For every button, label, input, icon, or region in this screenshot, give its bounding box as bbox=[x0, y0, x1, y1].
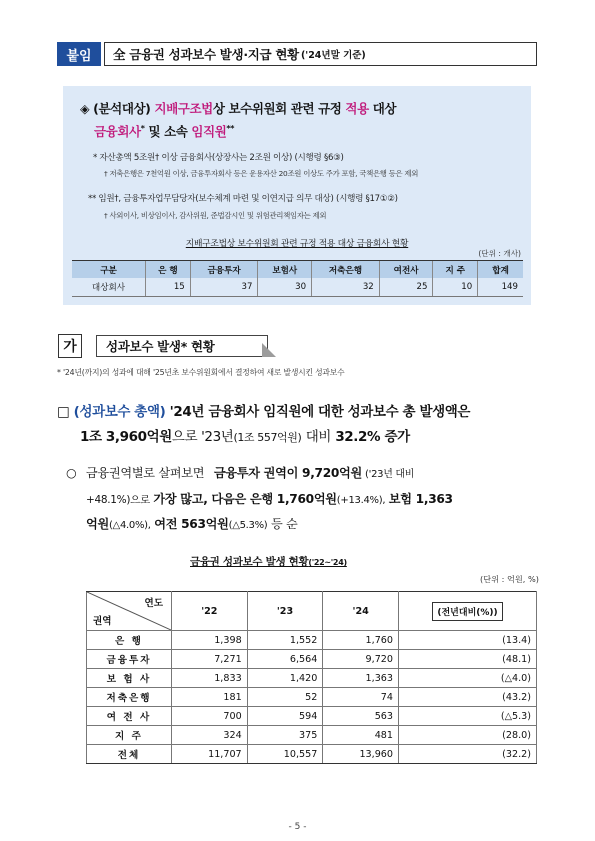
table2-caption-text: 금융권 성과보수 발생 현황 bbox=[190, 556, 309, 568]
table1-cell: 15 bbox=[146, 278, 191, 297]
total-label: 전체 bbox=[87, 745, 172, 764]
table2-cell: 74 bbox=[323, 688, 399, 707]
table2-body bbox=[87, 631, 537, 745]
summary-text-a: '24년 금융회사 임직원에 대한 성과보수 총 발생액은 bbox=[169, 404, 471, 420]
table2-cell: 481 bbox=[323, 726, 399, 745]
scope-and: 및 소속 bbox=[148, 124, 188, 139]
table2-cell: 1,363 bbox=[323, 669, 399, 688]
table1-header: 지 주 bbox=[433, 261, 478, 279]
table1-header: 구분 bbox=[72, 261, 146, 279]
performance-pay-table bbox=[86, 591, 537, 764]
table1-header: 금융투자 bbox=[190, 261, 258, 279]
yoy-header-box: (전년대비(%)) bbox=[432, 602, 502, 621]
summary-line-1 bbox=[57, 400, 470, 420]
table2-cell: 저축은행 bbox=[87, 688, 172, 707]
scope-staff: 임직원 bbox=[191, 124, 227, 139]
appendix-tag: 붙임 bbox=[57, 42, 101, 66]
table2-cell: 1,398 bbox=[172, 631, 248, 650]
table1-cell: 25 bbox=[379, 278, 433, 297]
scope-law: 지배구조법 bbox=[154, 101, 213, 116]
detail-text: 등 순 bbox=[271, 517, 298, 531]
folded-corner-icon bbox=[262, 343, 276, 357]
scope-text: 상 보수위원회 관련 규정 bbox=[212, 101, 342, 116]
table1-cell: 32 bbox=[312, 278, 380, 297]
table2-cell: (28.0) bbox=[399, 726, 537, 745]
table2-corner bbox=[87, 592, 172, 631]
table2-cell: (48.1) bbox=[399, 650, 537, 669]
table2-cell: (43.2) bbox=[399, 688, 537, 707]
table1-caption: 지배구조법상 보수위원회 관련 규정 적용 대상 금융회사 현황 bbox=[185, 239, 409, 249]
section-footnote: * '24년(까지)의 성과에 대해 '25년초 보수위원회에서 결정하여 새로 발생시킨 성과보수 bbox=[57, 368, 345, 377]
table1-cell: 10 bbox=[433, 278, 478, 297]
table2-header-23: '23 bbox=[247, 592, 323, 631]
table2-cell: 181 bbox=[172, 688, 248, 707]
target-company-table bbox=[72, 260, 523, 297]
table2-cell: 9,720 bbox=[323, 650, 399, 669]
note-asset-sub: † 저축은행은 7천억원 이상, 금융투자회사 등은 운용자산 20조원 이상도 주가 포함, 국책은행 등은 제외 bbox=[104, 169, 419, 178]
corner-year: 연도 bbox=[144, 598, 163, 609]
table2-cell: 보 험 사 bbox=[87, 669, 172, 688]
footnote-star: * bbox=[140, 123, 145, 133]
table2-cell: (13.4) bbox=[399, 631, 537, 650]
table2-cell: 52 bbox=[247, 688, 323, 707]
table-row bbox=[87, 726, 537, 745]
summary-line-2 bbox=[80, 425, 410, 445]
table2-cell: 여 전 사 bbox=[87, 707, 172, 726]
table-row bbox=[87, 707, 537, 726]
total-24: 13,960 bbox=[323, 745, 399, 764]
total-22: 11,707 bbox=[172, 745, 248, 764]
scope-companies: 금융회사 bbox=[94, 124, 141, 139]
detail-line-3 bbox=[86, 515, 298, 532]
table2-cell: 지 주 bbox=[87, 726, 172, 745]
note-staff-scope: ** 임원†, 금융투자업무담당자(보수체계 마련 및 이연지급 의무 대상) (시행령 §17①②) bbox=[88, 194, 398, 204]
table1-unit: (단위 : 개사) bbox=[478, 249, 521, 258]
table-row bbox=[87, 650, 537, 669]
table1-header: 저축은행 bbox=[312, 261, 380, 279]
table1-cell: 30 bbox=[258, 278, 312, 297]
table2-cell: (△5.3) bbox=[399, 707, 537, 726]
table2-header-row bbox=[87, 592, 537, 631]
detail-text: 금융권역별로 살펴보면 bbox=[85, 466, 205, 480]
scope-line-2 bbox=[94, 122, 234, 140]
page-title-box bbox=[104, 42, 537, 66]
detail-text: 가장 많고, 다음은 은행 1,760억원 bbox=[153, 492, 337, 506]
detail-text: ('23년 대비 bbox=[365, 469, 415, 480]
table-row bbox=[87, 669, 537, 688]
page-title: 全 금융권 성과보수 발생·지급 현황 bbox=[113, 47, 299, 62]
table2-header-24: '24 bbox=[323, 592, 399, 631]
prev-amount: (1조 557억원) bbox=[233, 431, 302, 444]
table-row bbox=[72, 278, 523, 297]
table2-cell: 375 bbox=[247, 726, 323, 745]
table2-cell: 700 bbox=[172, 707, 248, 726]
detail-text: (△4.0%), bbox=[108, 520, 151, 531]
table2-total-row bbox=[87, 745, 537, 764]
table2-cell: 7,271 bbox=[172, 650, 248, 669]
scope-label: (분석대상) bbox=[93, 101, 151, 116]
footnote-star2: ** bbox=[226, 123, 234, 133]
table1-header-row bbox=[72, 261, 523, 279]
table-row bbox=[87, 631, 537, 650]
table1-header: 은 행 bbox=[146, 261, 191, 279]
summary-text-d: 증가 bbox=[384, 429, 410, 445]
table2-header-yoy bbox=[399, 592, 537, 631]
table2-cell: 1,833 bbox=[172, 669, 248, 688]
table2-cell: 324 bbox=[172, 726, 248, 745]
table1-header: 보험사 bbox=[258, 261, 312, 279]
table1-header: 여전사 bbox=[379, 261, 433, 279]
growth-rate: 32.2% bbox=[335, 429, 381, 445]
table2-cell: 금융투자 bbox=[87, 650, 172, 669]
section-letter: 가 bbox=[58, 334, 82, 358]
corner-region: 권역 bbox=[93, 616, 112, 627]
section-title: 성과보수 발생* 현황 bbox=[96, 335, 268, 357]
detail-text: 보험 1,363 bbox=[388, 492, 453, 506]
table2-caption-period: ('22~'24) bbox=[308, 558, 347, 567]
detail-line-2 bbox=[86, 490, 453, 507]
scope-apply: 적용 bbox=[345, 101, 369, 116]
table2-cell: (△4.0) bbox=[399, 669, 537, 688]
note-asset-threshold: * 자산총액 5조원† 이상 금융회사(상장사는 2조원 이상) (시행령 §6③) bbox=[93, 153, 344, 163]
scope-line-1 bbox=[80, 99, 396, 117]
total-amount: 1조 3,960억원 bbox=[80, 429, 172, 445]
table1-cell: 149 bbox=[478, 278, 523, 297]
table2-cell: 1,760 bbox=[323, 631, 399, 650]
scope-target: 대상 bbox=[372, 101, 397, 116]
table2-header-22: '22 bbox=[172, 592, 248, 631]
table-row bbox=[87, 688, 537, 707]
table1-cell: 37 bbox=[190, 278, 258, 297]
circle-bullet-icon: ○ bbox=[66, 466, 77, 480]
table2-cell: 563 bbox=[323, 707, 399, 726]
table2-cell: 은 행 bbox=[87, 631, 172, 650]
detail-text: +48.1%)으로 bbox=[86, 494, 150, 506]
table1-header: 합계 bbox=[478, 261, 523, 279]
detail-text: 억원 bbox=[86, 517, 109, 531]
detail-line-1 bbox=[66, 464, 414, 481]
summary-lead: (성과보수 총액) bbox=[73, 404, 166, 420]
detail-text: 금융투자 권역이 9,720억원 bbox=[213, 466, 363, 480]
note-staff-sub: † 사외이사, 비상임이사, 감사위원, 준법감시인 및 위험관리책임자는 제외 bbox=[104, 211, 327, 220]
table2-unit: (단위 : 억원, %) bbox=[480, 574, 539, 584]
diamond-bullet-icon: ◈ bbox=[80, 101, 90, 116]
detail-text: (△5.3%) bbox=[228, 520, 268, 531]
detail-text: (+13.4%), bbox=[336, 495, 386, 506]
square-bullet-icon: □ bbox=[57, 404, 70, 420]
page-title-date: ('24년말 기준) bbox=[300, 50, 366, 61]
table2-cell: 594 bbox=[247, 707, 323, 726]
summary-text-c: 대비 bbox=[305, 429, 331, 445]
total-yoy: (32.2) bbox=[399, 745, 537, 764]
detail-text: 여전 563억원 bbox=[154, 517, 229, 531]
summary-text-b: 으로 '23년 bbox=[171, 429, 234, 445]
table2-cell: 6,564 bbox=[247, 650, 323, 669]
table1-cell: 대상회사 bbox=[72, 278, 146, 297]
table2-cell: 1,552 bbox=[247, 631, 323, 650]
total-23: 10,557 bbox=[247, 745, 323, 764]
table2-cell: 1,420 bbox=[247, 669, 323, 688]
page-number: - 5 - bbox=[288, 822, 307, 832]
table2-caption bbox=[190, 554, 347, 569]
